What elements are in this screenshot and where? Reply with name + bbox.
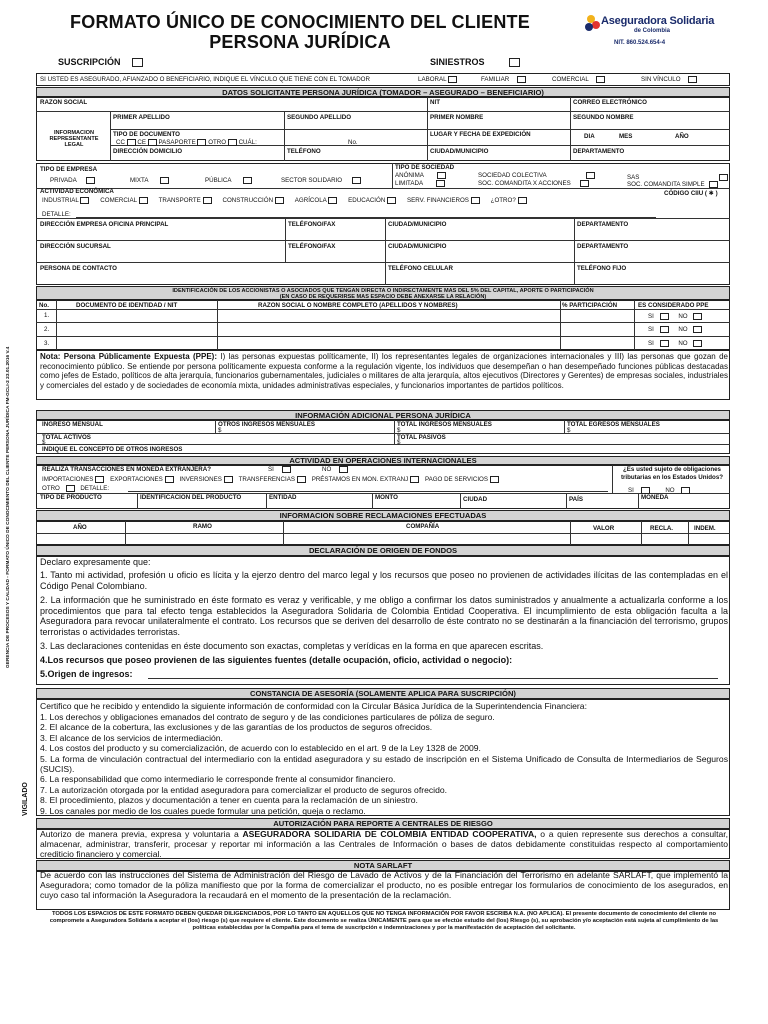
ciudad-1-label: CIUDAD/MUNICIPIO [388,221,447,228]
op-prestamos-label: PRÉSTAMOS EN MON. EXTRANJ [311,476,409,484]
asesoria-item-7: 7. La autorización otorgada por la entidad aseguradora para comercializar el producto de seguros ofrecido. [40,784,448,795]
mes-label: MES [619,133,633,140]
segundo-nombre-label: SEGUNDO NOMBRE [573,114,634,121]
publica-label: PÚBLICA [205,177,232,185]
tel-fax-1-label: TELÉFONO/FAX [288,221,336,228]
comandita-acc-label: SOC. COMANDITA X ACCIONES [478,180,571,188]
op-prestamos[interactable] [312,476,419,483]
realiza-no-checkbox[interactable] [339,466,348,473]
centrales-text [40,829,728,859]
tipo-empresa-label: TIPO DE EMPRESA [40,166,98,173]
depto-2-label: DEPARTAMENTO [577,243,629,250]
entidad-label: ENTIDAD [269,494,297,501]
col-ppe: ES CONSIDERADO PPE [638,302,709,309]
nit-label: NIT [430,99,440,106]
total-activos-label: TOTAL ACTIVOS [42,434,91,441]
soc-limitada[interactable] [395,180,445,187]
rec-ramo-label: RAMO [193,523,212,530]
solidario-label: SECTOR SOLIDARIO [281,177,343,185]
logo-nit: NIT. 860.524.654-4 [614,40,666,46]
empresa-mixta[interactable] [130,177,169,184]
vinculo-familiar-label: FAMILIAR [481,76,510,84]
otros-ingresos-dollar: $ [218,427,222,434]
vinculo-sin-checkbox[interactable] [688,76,697,83]
doc-options [116,139,257,146]
ppe-2-si-checkbox[interactable] [660,326,669,333]
rec-recla-label: RECLA. [650,525,674,532]
asesoria-intro: Certifico que he recibido y entendido la siguiente información de conformidad con la Circular Básica Jurídica de la Superintendencia Financiera: [40,701,587,711]
act-comercial[interactable] [100,197,147,204]
act-comercial-checkbox[interactable] [139,197,148,204]
act-educacion[interactable] [348,197,396,204]
act-transporte[interactable] [159,197,212,204]
actividad-options [42,197,527,204]
correo-label: CORREO ELECTRÓNICO [573,99,647,106]
vinculo-familiar-checkbox[interactable] [517,76,526,83]
doc-cc-label: CC [116,139,125,147]
ppe-1-no-checkbox[interactable] [693,313,702,320]
ppe-1-no-label: NO [678,313,688,321]
siniestros-checkbox[interactable] [509,58,520,67]
op-inversiones-label: INVERSIONES [179,476,222,484]
tel-celular-label: TELÉFONO CELULAR [388,265,453,272]
doc-no-label: No. [348,139,358,146]
sas-checkbox[interactable] [719,174,728,181]
ppe-note [40,352,728,390]
id-producto-label: IDENTIFICACION DEL PRODUCTO [140,494,242,501]
vinculo-comercial-checkbox[interactable] [596,76,605,83]
siniestros-label: SINIESTROS [430,57,485,67]
primer-nombre-label: PRIMER NOMBRE [430,114,484,121]
tel-fijo-label: TELÉFONO FIJO [577,265,627,272]
op-pago-servicios-label: PAGO DE SERVICIOS [424,476,488,484]
colectiva-checkbox[interactable] [586,172,595,179]
ciudad-label: CIUDAD/MUNICIPIO [430,148,489,155]
vinculo-laboral[interactable] [418,76,457,83]
sarlaft-text: De acuerdo con las instrucciones del Sistema de Administración del Riesgo de Lavado de Activos y de la Financiación del Terrorismo en adelante SARLAFT, que implementó la Aseguradora; como tomador de la póliza manifiesto que por la forma de comercializar el producto, no es posible entregar los formularios de conocimiento de los asegurados, en cuyo caso tal información la Aseguradora la recaudará en el momento de la presentación de la reclamación. [40,870,728,900]
origen-intro: Declaro expresamente que: [40,557,151,567]
op-importaciones-label: IMPORTACIONES [42,476,94,484]
centrales-pre: Autorizo de manera previa, expresa y voluntaria a [40,829,243,839]
operacion-tipos [42,476,499,483]
op-exportaciones-label: EXPORTACIONES [110,476,163,484]
logo-sub: de Colombia [634,28,671,34]
reclamaciones-band: INFORMACION SOBRE RECLAMACIONES EFECTUADAS [36,510,730,521]
internacional-band: ACTIVIDAD EN OPERACIONES INTERNACIONALES [36,456,730,465]
total-activos-dollar: $ [42,439,46,446]
accionistas-band-1: IDENTIFICACIÓN DE LOS ACCIONISTAS O ASOCIADOS QUE TENGAN DIRECTA O INDIRECTAMENTE MAS DEL 5% DEL CAPITAL, APORTE O PARTICIPACIÓN [172,288,594,294]
asesoria-item-5: 5. La forma de vinculación contractual del intermediario con la entidad aseguradora y su estado de inscripción en el Sistema Unificado de Consulta de Intermediarios de Seguros (SUCIS). [40,753,728,775]
act-otro[interactable] [491,197,527,204]
origen-band: DECLARACIÓN DE ORIGEN DE FONDOS [36,545,730,556]
tipo-producto-label: TIPO DE PRODUCTO [40,494,102,501]
op-transferencias-checkbox[interactable] [297,476,306,483]
asesoria-item-1: 1. Los derechos y obligaciones emanados del contrato de seguro y de las condiciones particulares de póliza de seguro. [40,712,495,722]
doc-pasaporte-label: PASAPORTE [158,139,196,147]
concepto-label: INDIQUE EL CONCEPTO DE OTROS INGRESOS [42,446,183,453]
rec-ano-label: AÑO [73,524,87,531]
soc-colectiva[interactable] [478,172,595,179]
depto-1-label: DEPARTAMENTO [577,221,629,228]
realiza-si[interactable] [268,466,291,473]
total-egresos-label: TOTAL EGRESOS MENSUALES [567,421,660,428]
ppe-2-no-label: NO [678,326,688,334]
ppe-1 [648,313,702,320]
codigo-ciiu-label: CÓDIGO CIIU ( ✱ ) [664,190,718,197]
vinculo-laboral-label: LABORAL [418,76,447,84]
soc-comandita-simple[interactable] [627,181,718,188]
suscripcion-checkbox[interactable] [132,58,143,67]
asesoria-item-8: 8. El procedimiento, plazos y documentación a tener en cuenta para la reclamación de un siniestro. [40,795,418,806]
origen-p5: 5.Origen de ingresos: [40,669,133,679]
total-pasivos-label: TOTAL PASIVOS [397,434,446,441]
page-title [40,12,560,52]
lugar-fecha-label: LUGAR Y FECHA DE EXPEDICIÓN [430,131,531,138]
op-prestamos-checkbox[interactable] [410,476,419,483]
realiza-si-checkbox[interactable] [282,466,291,473]
primer-apellido-label: PRIMER APELLIDO [113,114,170,121]
otros-ingresos-label: OTROS INGRESOS MENSUALES [218,421,315,428]
ppe-2-no-checkbox[interactable] [693,326,702,333]
side-vigilado: VIGILADO [22,782,29,816]
op-transferencias[interactable] [239,476,306,483]
doc-cc-checkbox[interactable] [127,139,136,146]
total-ingresos-dollar: $ [397,427,401,434]
act-financieros[interactable] [407,197,480,204]
col-doc: DOCUMENTO DE IDENTIDAD / NIT [76,302,178,309]
rec-indem-label: INDEM. [694,525,716,532]
act-agricola-checkbox[interactable] [328,197,337,204]
realiza-no[interactable] [322,466,348,473]
colectiva-label: SOCIEDAD COLECTIVA [478,172,547,180]
contacto-label: PERSONA DE CONTACTO [40,265,117,272]
accionistas-band [36,286,730,300]
comandita-simple-checkbox[interactable] [709,181,718,188]
vinculo-comercial-label: COMERCIAL [552,76,589,84]
doc-ce-label: CE [137,139,147,147]
op-otro[interactable] [42,485,109,492]
tipo-sociedad-label: TIPO DE SOCIEDAD [395,164,455,171]
doc-cual-label: CUÁL: [238,139,257,147]
act-transporte-label: TRANSPORTE [158,197,201,205]
asesoria-band: CONSTANCIA DE ASESORÍA (SOLAMENTE APLICA PARA SUSCRIPCIÓN) [36,688,730,699]
moneda-label: MONEDA [641,494,669,501]
op-importaciones-checkbox[interactable] [95,476,104,483]
telefono-label: TELÉFONO [287,148,321,155]
mixta-label: MIXTA [130,177,149,185]
act-otro-checkbox[interactable] [518,197,527,204]
origen-p2: 2. La información que he suministrado en éste formato es veraz y verificable, y me obligo a confirmar los datos suministrados y anualmente a actualizarla conforme a los procedimientos que para tal efecto tenga establecidos la Aseguradora Solidaria de Colombia Entidad Cooperativa. El incumplimiento de esta obligación faculta a la Aseguradora para revocar unilateralmente el contrato. Los recursos que se deriven del desarrollo de éste contrato no se destinarán a la financiación del terrorismo, grupos terroristas o actividades terroristas. [40,595,728,637]
vinculo-familiar[interactable] [481,76,526,83]
ppe-note-label: Nota: Persona Públicamente Expuesta (PPE): [40,352,217,361]
limitada-checkbox[interactable] [436,180,445,187]
asesoria-item-9: 9. Los canales por medio de los cuales puede formular una petición, queja o reclamo. [40,805,366,816]
ppe-2 [648,326,702,333]
realiza-si-label: SI [268,466,274,474]
soc-anonima[interactable] [395,172,446,179]
act-agricola-label: AGRÍCOLA [294,197,327,205]
departamento-label: DEPARTAMENTO [573,148,625,155]
rec-compania-label: COMPAÑÍA [406,523,440,530]
sas-label: SAS [627,174,640,182]
ppe-2-si-label: SI [648,326,654,334]
publica-checkbox[interactable] [243,177,252,184]
asesoria-item-6: 6. La responsabilidad que como intermediario le corresponde frente al consumidor financiero. [40,774,396,785]
ano-label: AÑO [675,133,689,140]
total-ingresos-label: TOTAL INGRESOS MENSUALES [397,421,492,428]
monto-label: MONTO [375,494,398,501]
row-2-no: 2. [44,326,50,333]
dir-oficina-label: DIRECCIÓN EMPRESA OFICINA PRINCIPAL [40,221,169,228]
detalle-label: DETALLE: [42,211,71,218]
razon-social-label: RAZON SOCIAL [40,99,88,106]
ppe-note-text: I) las personas expuestas políticamente, II) los representantes legales de organizaciones internacionales y III) las personas que gozan de reconocimiento público. Se entiende por persona políticamente expuesta conforme a la regulación vigente, los individuos que desempeñan o han desempeñado funciones públicas destacadas como jefes de Estado, políticos de alta jerarquía, funcionarios gubernamentales, judiciales o militares de alta jerarquía, altos ejecutivos (Directores y Gerentes) de empresas sociales, industriales y comerciales del estado y de sociedades de economía mixta, unidades administrativas especiales, y funcionarios importantes de partidos políticos. [40,352,728,390]
vinculo-sin-label: SIN VÍNCULO [641,76,681,84]
title-line-2: PERSONA JURÍDICA [209,32,391,52]
act-otro-label: ¿OTRO? [490,197,516,205]
op-pago-servicios-checkbox[interactable] [490,476,499,483]
dir-sucursal-label: DIRECCIÓN SUCURSAL [40,243,111,250]
op-exportaciones[interactable] [110,476,173,483]
logo-name: Aseguradora Solidaria [601,15,715,27]
col-no: No. [39,302,49,309]
origen-ingresos-line[interactable] [148,678,718,679]
soc-comandita-acc[interactable] [478,180,589,187]
act-agricola[interactable] [295,197,337,204]
vinculo-question: SI USTED ES ASEGURADO, AFIANZADO O BENEFICIARIO, INDIQUE EL VÍNCULO QUE TIENE CON EL TOMADOR [40,76,370,83]
pais-label: PAÍS [569,496,583,503]
ingreso-mensual-label: INGRESO MENSUAL [42,421,103,428]
ppe-3-no-label: NO [678,340,688,348]
asesoria-item-4: 4. Los costos del producto y su comercialización, de acuerdo con lo establecido en el art. 9 de la Ley 1328 de 2009. [40,743,481,754]
accionistas-band-2: (EN CASO DE REQUERIRSE MAS ESPACIO DEBE ANEXARSE LA RELACIÓN) [279,294,487,301]
doc-otro-label: OTRO [208,139,227,147]
ciudad-int-label: CIUDAD [463,496,488,503]
op-otro-checkbox[interactable] [66,485,75,492]
op-pago-servicios[interactable] [425,476,499,483]
op-importaciones[interactable] [42,476,104,483]
vinculo-sin[interactable] [641,76,697,83]
act-construccion-label: CONSTRUCCIÓN [222,197,274,205]
centrales-entity: ASEGURADORA SOLIDARIA DE COLOMBIA ENTIDAD COOPERATIVA, [242,829,537,839]
limitada-label: LIMITADA [395,180,423,188]
op-exportaciones-checkbox[interactable] [165,476,174,483]
centrales-band: AUTORIZACIÓN PARA REPORTE A CENTRALES DE RIESGO [36,818,730,829]
act-industrial[interactable] [42,197,89,204]
act-educacion-checkbox[interactable] [387,197,396,204]
obligaciones-no-checkbox[interactable] [681,487,690,494]
ppe-3-si-checkbox[interactable] [660,340,669,347]
act-industrial-checkbox[interactable] [80,197,89,204]
origen-p1: 1. Tanto mi actividad, profesión u oficio es lícita y la ejerzo dentro del marco legal y los recursos que poseo no provienen de actividades ilícitas de las contempladas en el Código Penal Colombiano. [40,570,728,591]
mixta-checkbox[interactable] [160,177,169,184]
comandita-simple-label: SOC. COMANDITA SIMPLE [627,181,705,189]
total-egresos-dollar: $ [567,427,571,434]
act-comercial-label: COMERCIAL [100,197,137,205]
tipo-doc-label: TIPO DE DOCUMENTO [113,131,180,138]
tel-fax-2-label: TELÉFONO/FAX [288,243,336,250]
ppe-1-si-checkbox[interactable] [660,313,669,320]
col-nombre: RAZON SOCIAL O NOMBRE COMPLETO (APELLIDOS Y NOMBRES) [258,302,458,309]
act-construccion-checkbox[interactable] [275,197,284,204]
act-construccion[interactable] [223,197,284,204]
ciudad-2-label: CIUDAD/MUNICIPIO [388,243,447,250]
realiza-no-label: NO [322,466,332,474]
act-financieros-label: SERV. FINANCIEROS [407,197,469,205]
title-line-1: FORMATO ÚNICO DE CONOCIMIENTO DEL CLIENTE [70,12,530,32]
centrales-post: o a quien represente sus derechos a consultar, almacenar, administrar, transferir, procesar y reportar mi información a las Centrales de Información o bases de datos debidamente constituidas respecto al comportamiento crediticio financiero y comercial. [40,829,729,859]
privada-label: PRIVADA [50,177,77,185]
doc-pasaporte-checkbox[interactable] [197,139,206,146]
asesoria-item-3: 3. El alcance de los servicios de intermediación. [40,732,223,743]
side-form-code: GERENCIA DE PROCESOS Y CALIDAD - FORMATO ÚNICO DE CONOCIMIENTO DEL CLIENTE PERSONA JURÍDICA FM-GCLI-2 23.01.2016 V.4 [6,346,11,668]
ppe-3-si-label: SI [648,340,654,348]
solidario-checkbox[interactable] [352,177,361,184]
origen-p4: 4.Los recursos que poseo provienen de las siguientes fuentes (detalle ocupación, oficio, actividad o negocio): [40,655,513,665]
obligaciones-si-checkbox[interactable] [641,487,650,494]
vinculo-laboral-checkbox[interactable] [448,76,457,83]
total-pasivos-dollar: $ [397,439,401,446]
asesoria-item-2: 2. El alcance de la cobertura, las exclusiones y de las garantías de los productos de seguros ofrecidos. [40,722,433,733]
adicional-band: INFORMACIÓN ADICIONAL PERSONA JURÍDICA [36,410,730,420]
op-inversiones[interactable] [180,476,233,483]
anonima-checkbox[interactable] [437,172,446,179]
datos-band: DATOS SOLICITANTE PERSONA JURÍDICA (TOMADOR – ASEGURADO – BENEFICIARIO) [36,87,730,97]
act-educacion-label: EDUCACIÓN [348,197,386,205]
actividad-label: ACTIVIDAD ECONÓMICA [40,188,114,195]
comandita-acc-checkbox[interactable] [580,180,589,187]
row-1-no: 1. [44,312,50,319]
ppe-3-no-checkbox[interactable] [693,340,702,347]
op-inversiones-checkbox[interactable] [224,476,233,483]
act-financieros-checkbox[interactable] [471,197,480,204]
doc-otro-checkbox[interactable] [228,139,237,146]
origen-p3: 3. Las declaraciones contenidas en éste documento son exactas, completas y verídicas en la forma en que aparecen escritas. [40,641,544,651]
act-transporte-checkbox[interactable] [203,197,212,204]
obligaciones-label: ¿Es usted sujeto de obligaciones tributarias en los Estados Unidos? [620,466,724,481]
doc-ce-checkbox[interactable] [148,139,157,146]
asesoria-list [40,712,728,816]
dia-label: DIA [584,133,595,140]
obligaciones-si-label: SI [628,487,634,495]
direccion-dom-label: DIRECCIÓN DOMICILIO [113,148,183,155]
rec-valor-label: VALOR [593,525,615,532]
empresa-solidario[interactable] [281,177,361,184]
act-industrial-label: INDUSTRIAL [42,197,79,205]
obligaciones-no-label: NO [665,487,675,495]
op-transferencias-label: TRANSFERENCIAS [238,476,295,484]
rep-legal-label: INFORMACION REPRESENTANTE LEGAL [49,130,99,148]
col-participacion: % PARTICIPACIÓN [562,302,618,309]
suscripcion-label: SUSCRIPCIÓN [58,57,121,67]
vinculo-comercial[interactable] [552,76,605,83]
footer-note: TODOS LOS ESPACIOS DE ESTE FORMATO DEBEN QUEDAR DILIGENCIADOS, POR LO TANTO EN AQUELLOS QUE NO TENGA INFORMACIÓN POR FAVOR ESCRIBA N.A. (NO APLICA). El presente documento de conocimiento del cliente no compromete a Aseguradora Solidaria a aceptar el (los) riesgo (s) que requiere el cliente. Este documento se realiza ÚNICAMENTE para que se efectúe estudio del (los) Riesgo (s), su aprobación y/o aceptación está sujeta al cumplimiento de las políticas establecidas por la Compañía para el tema de suscripción e indemnizaciones y por la manifestación de aceptación del solicitante. [49,911,719,931]
row-3-no: 3. [44,340,50,347]
empresa-publica[interactable] [205,177,252,184]
siniestros-option[interactable] [430,57,520,67]
suscripcion-option[interactable] [58,57,143,67]
sarlaft-band: NOTA SARLAFT [36,860,730,871]
op-otro-label: OTRO [42,485,60,493]
empresa-privada[interactable] [50,177,95,184]
privada-checkbox[interactable] [86,177,95,184]
ppe-3 [648,340,702,347]
ppe-1-si-label: SI [648,313,654,321]
segundo-apellido-label: SEGUNDO APELLIDO [287,114,352,121]
op-detalle-label: DETALLE: [80,485,110,493]
realiza-label: REALIZA TRANSACCIONES EN MONEDA EXTRANJERA? [42,466,212,473]
anonima-label: ANÓNIMA [395,172,424,180]
